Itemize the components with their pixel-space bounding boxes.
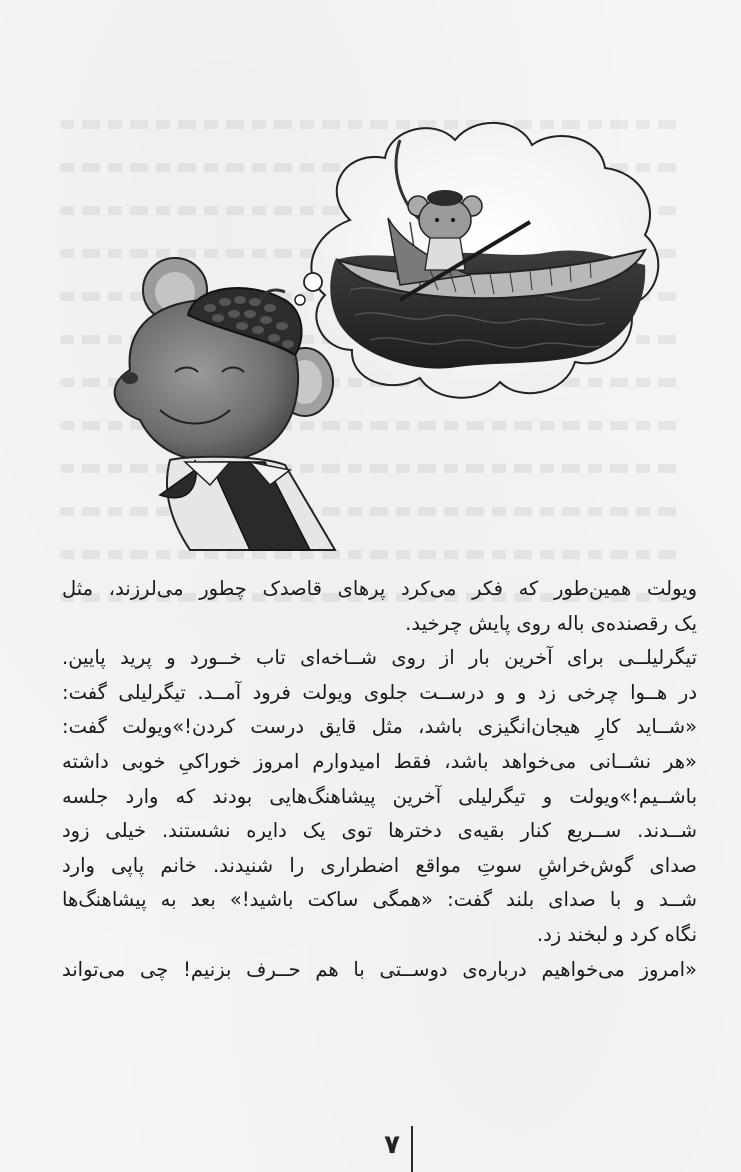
story-text	[62, 572, 697, 987]
footer-divider	[411, 1126, 413, 1172]
text-line: باشــیم!»ویولت و تیگرلیلی آخرین پیشاهنگ‌هایی بودند که وارد جلسه	[62, 784, 697, 808]
text-line: در هــوا چرخی زد و و درســت جلوی ویولت فرود آمــد. تیگرلیلی گفت:	[62, 680, 697, 704]
text-line: شــدند. ســریع کنار بقیه‌ی دخترها توی یک دایره نشستند. خیلی زود	[62, 819, 697, 843]
text-line: شــد و با صدای بلند گفت: «همگی ساکت باشید!» بعد به پیشاهنگ‌ها	[62, 888, 697, 912]
page-footer	[0, 1118, 741, 1172]
page-number: ۷	[384, 1130, 400, 1160]
text-line: نگاه کرد و لبخند زد.	[536, 922, 697, 946]
text-line: تیگرلیلــی برای آخرین بار از روی شــاخه‌ای تاب خــورد و پرید پایین.	[62, 646, 697, 670]
text-line: «امروز می‌خواهیم درباره‌ی دوســتی با هم حــرف بزنیم! چی می‌تواند	[62, 957, 697, 981]
mouse-illustration	[100, 110, 670, 560]
text-line: ویولت همین‌طور که فکر می‌کرد پرهای قاصدک چطور می‌لرزند، مثل	[62, 577, 697, 600]
text-line: «شــاید کارِ هیجان‌انگیزی باشد، مثل قایق درست کردن!»ویولت گفت:	[62, 715, 697, 739]
text-line: یک رقصنده‌ی باله روی پایش چرخید.	[405, 611, 697, 635]
text-line: «هر نشــانی می‌خواهد باشد، فقط امیدوارم امروز خوراکیِ خوبی داشته	[62, 749, 697, 773]
text-line: صدای گوش‌خراشِ سوتِ مواقع اضطراری را شنیدند. خانم پاپی وارد	[62, 853, 697, 877]
